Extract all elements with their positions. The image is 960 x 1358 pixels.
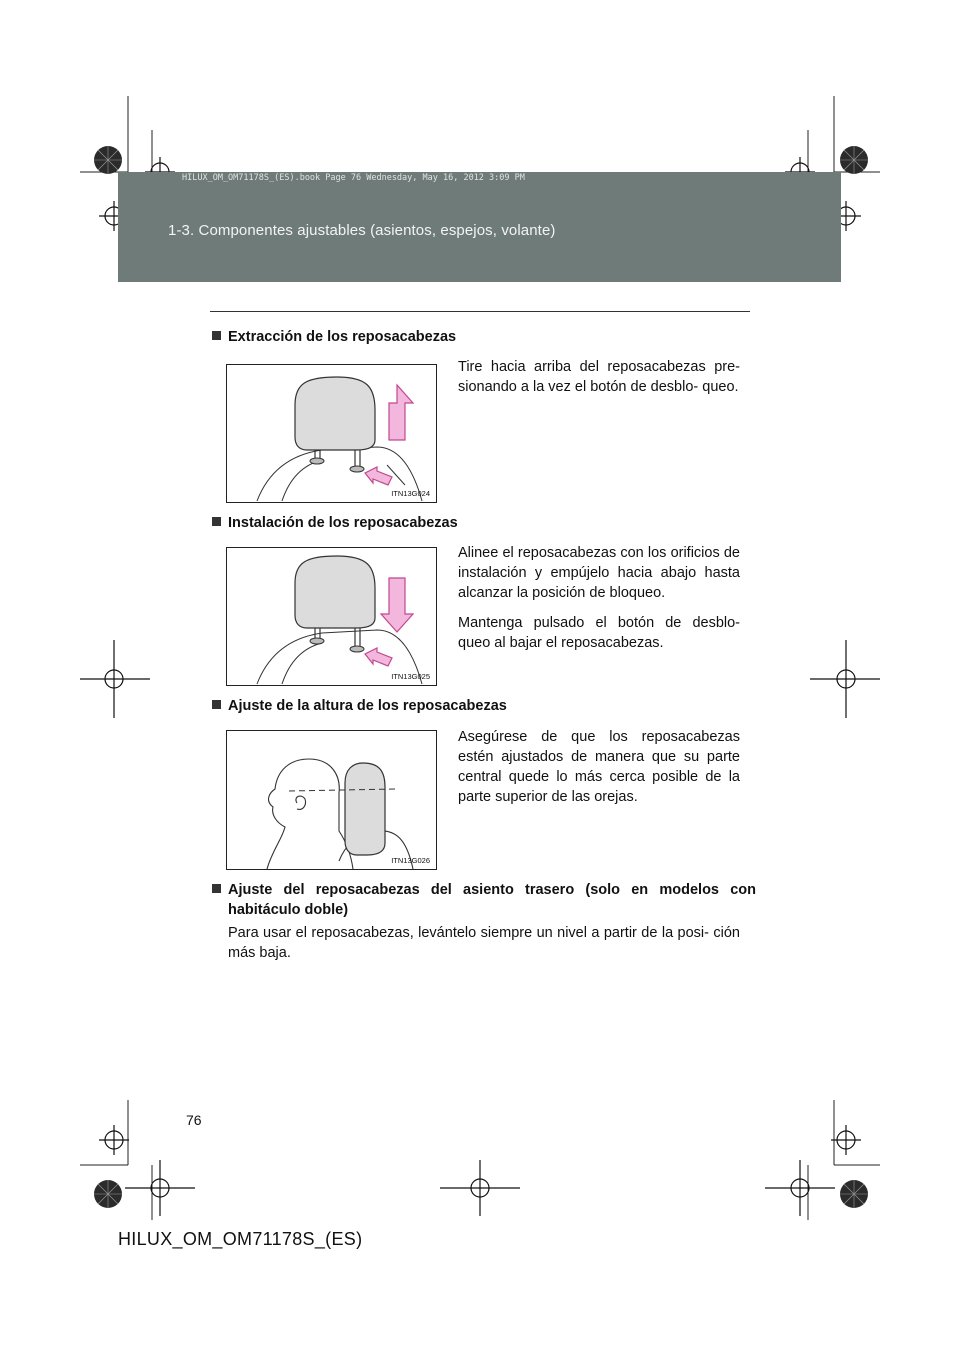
- figure-extraction: [226, 364, 437, 503]
- heading-rear-seat: [212, 880, 756, 920]
- section-title: 1-3. Componentes ajustables (asientos, espejos, volante): [168, 222, 556, 239]
- heading-height: [212, 696, 507, 716]
- heading-installation: [212, 513, 458, 533]
- heading-text: Instalación de los reposacabezas: [228, 515, 458, 531]
- figure-height: [226, 730, 437, 870]
- book-stamp: HILUX_OM_OM71178S_(ES).book Page 76 Wednesday, May 16, 2012 3:09 PM: [182, 173, 525, 183]
- text-rear-seat: Para usar el reposacabezas, levántelo siempre un nivel a partir de la posi- ción más baja.: [228, 925, 740, 961]
- text-extraction: Tire hacia arriba del reposacabezas pre- sionando a la vez el botón de desblo- queo.: [458, 359, 740, 395]
- text-installation-1: Alinee el reposacabezas con los orificios de instalación y empújelo hacia abajo hasta alcanzar la posición de bloqueo.: [458, 545, 740, 601]
- bullet-square-icon: [212, 517, 221, 526]
- text-installation-2: Mantenga pulsado el botón de desblo- queo al bajar el reposacabezas.: [458, 615, 740, 651]
- bullet-square-icon: [212, 700, 221, 709]
- headrest-height-illustration: [227, 731, 436, 869]
- page-number: 76: [186, 1112, 202, 1128]
- heading-text: Ajuste de la altura de los reposacabezas: [228, 698, 507, 714]
- heading-text: Extracción de los reposacabezas: [228, 329, 457, 345]
- bullet-square-icon: [212, 884, 221, 893]
- text-height: Asegúrese de que los reposacabezas estén ajustados de manera que su parte central quede lo más cerca posible de la parte superior de las orejas.: [458, 729, 740, 805]
- figure-code: ITN13G025: [391, 672, 430, 681]
- headrest-install-illustration: [227, 548, 436, 685]
- heading-extraction: [212, 327, 456, 347]
- document-code: HILUX_OM_OM71178S_(ES): [118, 1229, 363, 1249]
- figure-installation: [226, 547, 437, 686]
- figure-code: ITN13G026: [391, 856, 430, 865]
- figure-code: ITN13G024: [391, 489, 430, 498]
- heading-text: Ajuste del reposacabezas del asiento trasero (solo en modelos con habitáculo doble): [228, 882, 756, 918]
- bullet-square-icon: [212, 331, 221, 340]
- top-rule: [210, 311, 750, 312]
- headrest-removal-illustration: [227, 365, 436, 502]
